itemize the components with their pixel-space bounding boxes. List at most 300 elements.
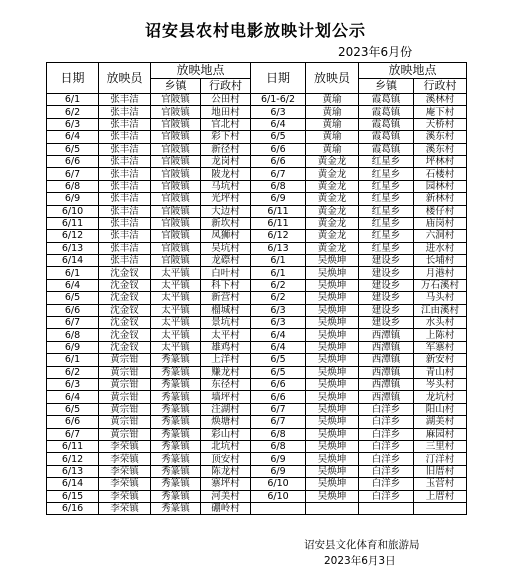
left-town-cell: 秀篆镇 [151, 478, 201, 490]
table-row [47, 217, 467, 229]
schedule-table [46, 62, 467, 515]
left-town-cell: 官陂镇 [151, 193, 201, 205]
left-town-cell: 官陂镇 [151, 118, 201, 130]
right-town-cell: 霞葛镇 [359, 131, 414, 143]
left-projectionist-cell: 黄宗钳 [99, 428, 151, 440]
left-town-cell: 太平镇 [151, 304, 201, 316]
left-projectionist-cell: 李荣镇 [99, 502, 151, 514]
table-row [47, 230, 467, 242]
right-date-cell: 6/9 [251, 193, 306, 205]
table-row [47, 304, 467, 316]
left-town-cell: 官陂镇 [151, 242, 201, 254]
right-projectionist-cell: 黄金龙 [306, 180, 359, 192]
left-town-cell: 秀篆镇 [151, 416, 201, 428]
month-label: 2023年6月份 [338, 45, 413, 59]
left-projectionist-cell: 张丰洁 [99, 242, 151, 254]
left-date-cell: 6/7 [47, 317, 99, 329]
right-projectionist-cell: 吴焕坤 [306, 255, 359, 267]
left-town-cell: 官陂镇 [151, 180, 201, 192]
right-village-cell: 上厝村 [414, 490, 467, 502]
table-row [47, 255, 467, 267]
left-town-cell: 官陂镇 [151, 230, 201, 242]
left-town-cell: 官陂镇 [151, 155, 201, 167]
right-projectionist-cell: 黄瑜 [306, 131, 359, 143]
left-date-cell: 6/5 [47, 143, 99, 155]
right-town-cell: 红星乡 [359, 242, 414, 254]
left-town-cell: 秀篆镇 [151, 403, 201, 415]
table-row [47, 378, 467, 390]
right-date-cell: 6/7 [251, 168, 306, 180]
left-town-cell: 官陂镇 [151, 94, 201, 106]
table-row [47, 279, 467, 291]
right-village-cell: 上陈村 [414, 329, 467, 341]
left-date-cell: 6/3 [47, 118, 99, 130]
left-projectionist-cell: 李荣镇 [99, 465, 151, 477]
right-village-cell: 庵下村 [414, 106, 467, 118]
right-date-cell [251, 502, 306, 514]
left-town-cell: 太平镇 [151, 329, 201, 341]
header-row [47, 63, 467, 79]
right-projectionist-cell: 吴焕坤 [306, 428, 359, 440]
left-projectionist-cell: 黄宗钳 [99, 391, 151, 403]
left-date-cell: 6/7 [47, 428, 99, 440]
right-date-cell: 6/6 [251, 143, 306, 155]
right-village-cell: 麻园村 [414, 428, 467, 440]
right-village-cell: 万石溪村 [414, 279, 467, 291]
right-projectionist-cell: 黄瑜 [306, 118, 359, 130]
date-header: 日期 [47, 63, 99, 94]
right-date-cell: 6/7 [251, 416, 306, 428]
right-town-cell: 红星乡 [359, 168, 414, 180]
right-projectionist-cell: 吴焕坤 [306, 416, 359, 428]
left-town-cell: 秀篆镇 [151, 502, 201, 514]
table-row [47, 168, 467, 180]
left-village-cell: 凤狮村 [201, 230, 251, 242]
left-date-cell: 6/2 [47, 366, 99, 378]
right-town-cell: 霞葛镇 [359, 143, 414, 155]
right-village-cell: 溪林村 [414, 94, 467, 106]
left-village-cell: 龙磜村 [201, 255, 251, 267]
right-projectionist-cell: 吴焕坤 [306, 465, 359, 477]
right-projectionist-cell [306, 502, 359, 514]
right-projectionist-cell: 黄瑜 [306, 143, 359, 155]
left-projectionist-cell: 张丰洁 [99, 205, 151, 217]
right-village-cell [414, 502, 467, 514]
left-date-cell: 6/1 [47, 94, 99, 106]
schedule-body [47, 94, 467, 515]
left-town-cell: 官陂镇 [151, 168, 201, 180]
right-projectionist-cell: 吴焕坤 [306, 317, 359, 329]
left-town-cell: 秀篆镇 [151, 354, 201, 366]
left-projectionist-cell: 张丰洁 [99, 230, 151, 242]
left-date-cell: 6/7 [47, 168, 99, 180]
left-town-cell: 太平镇 [151, 317, 201, 329]
left-projectionist-cell: 沈金钗 [99, 279, 151, 291]
right-village-cell: 旧厝村 [414, 465, 467, 477]
left-date-cell: 6/6 [47, 416, 99, 428]
right-village-cell: 湖美村 [414, 416, 467, 428]
table-row [47, 502, 467, 514]
right-village-cell: 新林村 [414, 193, 467, 205]
left-projectionist-cell: 张丰洁 [99, 143, 151, 155]
left-village-cell: 光坪村 [201, 193, 251, 205]
right-date-cell: 6/4 [251, 118, 306, 130]
right-town-cell: 红星乡 [359, 217, 414, 229]
right-village-cell: 园林村 [414, 180, 467, 192]
right-village-cell: 长埔村 [414, 255, 467, 267]
right-village-cell: 楼仔村 [414, 205, 467, 217]
right-town-cell: 西潭镇 [359, 391, 414, 403]
right-town-cell: 红星乡 [359, 180, 414, 192]
right-date-cell: 6/2 [251, 292, 306, 304]
table-row [47, 292, 467, 304]
left-date-cell: 6/2 [47, 106, 99, 118]
table-row [47, 143, 467, 155]
right-date-cell: 6/3 [251, 304, 306, 316]
table-row [47, 242, 467, 254]
left-projectionist-cell: 沈金钗 [99, 341, 151, 353]
location-header: 放映地点 [151, 63, 251, 79]
left-town-cell: 秀篆镇 [151, 465, 201, 477]
left-projectionist-cell: 张丰洁 [99, 131, 151, 143]
left-village-cell: 雄鸡村 [201, 341, 251, 353]
right-projectionist-cell: 吴焕坤 [306, 279, 359, 291]
left-projectionist-cell: 黄宗钳 [99, 403, 151, 415]
right-projectionist-cell: 黄金龙 [306, 155, 359, 167]
right-village-cell: 阳山村 [414, 403, 467, 415]
left-town-cell: 秀篆镇 [151, 453, 201, 465]
left-town-cell: 官陂镇 [151, 205, 201, 217]
left-date-cell: 6/8 [47, 180, 99, 192]
right-village-cell: 玉营村 [414, 478, 467, 490]
left-village-cell: 景坑村 [201, 317, 251, 329]
table-row [47, 354, 467, 366]
right-projectionist-cell: 吴焕坤 [306, 391, 359, 403]
left-date-cell: 6/5 [47, 292, 99, 304]
left-projectionist-cell: 沈金钗 [99, 267, 151, 279]
right-date-cell: 6/6 [251, 155, 306, 167]
right-town-cell: 白洋乡 [359, 440, 414, 452]
table-row [47, 403, 467, 415]
right-village-cell: 三里村 [414, 440, 467, 452]
right-town-cell: 霞葛镇 [359, 106, 414, 118]
left-date-cell: 6/12 [47, 453, 99, 465]
right-projectionist-cell: 黄瑜 [306, 106, 359, 118]
left-town-cell: 官陂镇 [151, 255, 201, 267]
village-header: 行政村 [201, 78, 251, 94]
right-village-cell: 坪林村 [414, 155, 467, 167]
right-village-cell: 月港村 [414, 267, 467, 279]
left-projectionist-cell: 张丰洁 [99, 168, 151, 180]
left-projectionist-cell: 李荣镇 [99, 440, 151, 452]
left-village-cell: 硼岭村 [201, 502, 251, 514]
right-date-cell: 6/4 [251, 341, 306, 353]
left-projectionist-cell: 李荣镇 [99, 490, 151, 502]
table-row [47, 205, 467, 217]
left-village-cell: 新径村 [201, 143, 251, 155]
left-date-cell: 6/9 [47, 341, 99, 353]
right-date-cell: 6/1-6/2 [251, 94, 306, 106]
right-date-cell: 6/11 [251, 205, 306, 217]
left-village-cell: 顶安村 [201, 453, 251, 465]
left-projectionist-cell: 张丰洁 [99, 217, 151, 229]
right-village-cell: 石楼村 [414, 168, 467, 180]
left-town-cell: 秀篆镇 [151, 378, 201, 390]
left-date-cell: 6/13 [47, 242, 99, 254]
table-row [47, 106, 467, 118]
table-row [47, 453, 467, 465]
right-village-cell: 龙坑村 [414, 391, 467, 403]
left-town-cell: 太平镇 [151, 267, 201, 279]
right-projectionist-cell: 吴焕坤 [306, 403, 359, 415]
left-projectionist-cell: 张丰洁 [99, 94, 151, 106]
left-projectionist-cell: 黄宗钳 [99, 416, 151, 428]
left-village-cell: 新营村 [201, 292, 251, 304]
right-date-cell: 6/3 [251, 106, 306, 118]
right-village-cell: 进水村 [414, 242, 467, 254]
left-village-cell: 上洋村 [201, 354, 251, 366]
table-row [47, 180, 467, 192]
left-town-cell: 太平镇 [151, 279, 201, 291]
right-date-cell: 6/10 [251, 490, 306, 502]
right-date-cell: 6/8 [251, 440, 306, 452]
date-header-right: 日期 [251, 63, 306, 94]
right-date-cell: 6/12 [251, 230, 306, 242]
left-date-cell: 6/6 [47, 304, 99, 316]
left-village-cell: 白叶村 [201, 267, 251, 279]
right-village-cell: 岑头村 [414, 378, 467, 390]
left-village-cell: 科下村 [201, 279, 251, 291]
town-header: 乡镇 [151, 78, 201, 94]
right-town-cell: 建设乡 [359, 279, 414, 291]
footer-organization: 诏安县文化体育和旅游局 [304, 539, 420, 551]
table-row [47, 94, 467, 106]
left-village-cell: 公田村 [201, 94, 251, 106]
footer-date: 2023年6月3日 [324, 555, 396, 567]
right-town-cell: 红星乡 [359, 230, 414, 242]
right-town-cell: 建设乡 [359, 255, 414, 267]
left-projectionist-cell: 张丰洁 [99, 118, 151, 130]
left-town-cell: 太平镇 [151, 341, 201, 353]
right-projectionist-cell: 吴焕坤 [306, 453, 359, 465]
left-projectionist-cell: 张丰洁 [99, 155, 151, 167]
left-town-cell: 秀篆镇 [151, 366, 201, 378]
right-projectionist-cell: 吴焕坤 [306, 329, 359, 341]
left-town-cell: 太平镇 [151, 292, 201, 304]
left-town-cell: 秀篆镇 [151, 440, 201, 452]
right-projectionist-cell: 黄金龙 [306, 168, 359, 180]
right-date-cell: 6/13 [251, 242, 306, 254]
right-village-cell: 六洞村 [414, 230, 467, 242]
right-town-cell: 红星乡 [359, 205, 414, 217]
left-date-cell: 6/13 [47, 465, 99, 477]
left-town-cell: 秀篆镇 [151, 428, 201, 440]
right-projectionist-cell: 黄金龙 [306, 242, 359, 254]
left-date-cell: 6/3 [47, 378, 99, 390]
right-date-cell: 6/5 [251, 131, 306, 143]
right-town-cell: 西潭镇 [359, 341, 414, 353]
table-row [47, 391, 467, 403]
right-date-cell: 6/4 [251, 329, 306, 341]
left-date-cell: 6/12 [47, 230, 99, 242]
left-projectionist-cell: 沈金钗 [99, 317, 151, 329]
left-town-cell: 秀篆镇 [151, 490, 201, 502]
left-projectionist-cell: 沈金钗 [99, 329, 151, 341]
right-date-cell: 6/3 [251, 317, 306, 329]
village-header-right: 行政村 [414, 78, 467, 94]
right-projectionist-cell: 吴焕坤 [306, 440, 359, 452]
left-village-cell: 赚龙村 [201, 366, 251, 378]
right-date-cell: 6/10 [251, 478, 306, 490]
right-projectionist-cell: 黄金龙 [306, 193, 359, 205]
left-village-cell: 注湖村 [201, 403, 251, 415]
right-projectionist-cell: 吴焕坤 [306, 366, 359, 378]
left-village-cell: 马坑村 [201, 180, 251, 192]
table-row [47, 366, 467, 378]
left-projectionist-cell: 李荣镇 [99, 478, 151, 490]
table-row [47, 490, 467, 502]
left-projectionist-cell: 张丰洁 [99, 180, 151, 192]
right-town-cell: 红星乡 [359, 193, 414, 205]
right-town-cell: 西潭镇 [359, 354, 414, 366]
right-projectionist-cell: 吴焕坤 [306, 354, 359, 366]
left-date-cell: 6/10 [47, 205, 99, 217]
left-projectionist-cell: 黄宗钳 [99, 366, 151, 378]
right-town-cell [359, 502, 414, 514]
right-village-cell: 军寨村 [414, 341, 467, 353]
left-town-cell: 官陂镇 [151, 217, 201, 229]
left-date-cell: 6/8 [47, 329, 99, 341]
right-town-cell: 西潭镇 [359, 329, 414, 341]
page-title: 诏安县农村电影放映计划公示 [144, 21, 366, 40]
table-row [47, 193, 467, 205]
right-village-cell: 溪东村 [414, 143, 467, 155]
right-town-cell: 建设乡 [359, 304, 414, 316]
left-village-cell: 地田村 [201, 106, 251, 118]
left-town-cell: 秀篆镇 [151, 391, 201, 403]
right-date-cell: 6/1 [251, 255, 306, 267]
right-date-cell: 6/5 [251, 354, 306, 366]
left-village-cell: 彩下村 [201, 131, 251, 143]
left-date-cell: 6/15 [47, 490, 99, 502]
location-header-right: 放映地点 [359, 63, 467, 79]
left-date-cell: 6/4 [47, 279, 99, 291]
left-village-cell: 墙坪村 [201, 391, 251, 403]
right-projectionist-cell: 黄瑜 [306, 94, 359, 106]
left-projectionist-cell: 黄宗钳 [99, 378, 151, 390]
right-town-cell: 红星乡 [359, 155, 414, 167]
right-town-cell: 建设乡 [359, 317, 414, 329]
left-date-cell: 6/9 [47, 193, 99, 205]
left-date-cell: 6/11 [47, 440, 99, 452]
right-date-cell: 6/8 [251, 180, 306, 192]
right-village-cell: 马头村 [414, 292, 467, 304]
right-date-cell: 6/9 [251, 453, 306, 465]
left-date-cell: 6/1 [47, 267, 99, 279]
table-row [47, 416, 467, 428]
town-header-right: 乡镇 [359, 78, 414, 94]
right-date-cell: 6/7 [251, 403, 306, 415]
table-row [47, 465, 467, 477]
left-village-cell: 彩山村 [201, 428, 251, 440]
right-date-cell: 6/9 [251, 465, 306, 477]
left-projectionist-cell: 张丰洁 [99, 255, 151, 267]
left-village-cell: 官北村 [201, 118, 251, 130]
left-village-cell: 榴城村 [201, 304, 251, 316]
right-town-cell: 霞葛镇 [359, 118, 414, 130]
left-projectionist-cell: 沈金钗 [99, 304, 151, 316]
right-projectionist-cell: 黄金龙 [306, 230, 359, 242]
left-date-cell: 6/16 [47, 502, 99, 514]
left-date-cell: 6/5 [47, 403, 99, 415]
table-row [47, 478, 467, 490]
table-row [47, 118, 467, 130]
left-projectionist-cell: 沈金钗 [99, 292, 151, 304]
right-town-cell: 白洋乡 [359, 416, 414, 428]
left-village-cell: 陂龙村 [201, 168, 251, 180]
left-date-cell: 6/11 [47, 217, 99, 229]
right-town-cell: 建设乡 [359, 267, 414, 279]
left-village-cell: 吴坑村 [201, 242, 251, 254]
table-row [47, 341, 467, 353]
right-town-cell: 白洋乡 [359, 453, 414, 465]
right-village-cell: 水头村 [414, 317, 467, 329]
left-date-cell: 6/6 [47, 155, 99, 167]
left-projectionist-cell: 张丰洁 [99, 193, 151, 205]
right-town-cell: 白洋乡 [359, 403, 414, 415]
left-village-cell: 新坎村 [201, 217, 251, 229]
right-village-cell: 江由溪村 [414, 304, 467, 316]
right-projectionist-cell: 黄金龙 [306, 217, 359, 229]
table-row [47, 155, 467, 167]
left-village-cell: 河美村 [201, 490, 251, 502]
projectionist-header-right: 放映员 [306, 63, 359, 94]
right-projectionist-cell: 吴焕坤 [306, 490, 359, 502]
left-village-cell: 陈龙村 [201, 465, 251, 477]
left-projectionist-cell: 李荣镇 [99, 453, 151, 465]
table-row [47, 428, 467, 440]
left-village-cell: 焕塘村 [201, 416, 251, 428]
table-row [47, 317, 467, 329]
right-town-cell: 西潭镇 [359, 378, 414, 390]
right-town-cell: 建设乡 [359, 292, 414, 304]
table-row [47, 440, 467, 452]
table-row [47, 267, 467, 279]
left-date-cell: 6/14 [47, 255, 99, 267]
right-date-cell: 6/2 [251, 279, 306, 291]
right-village-cell: 溪东村 [414, 131, 467, 143]
right-projectionist-cell: 吴焕坤 [306, 378, 359, 390]
table-row [47, 131, 467, 143]
right-date-cell: 6/6 [251, 391, 306, 403]
right-village-cell: 青山村 [414, 366, 467, 378]
left-date-cell: 6/4 [47, 131, 99, 143]
left-town-cell: 官陂镇 [151, 131, 201, 143]
right-village-cell: 汀洋村 [414, 453, 467, 465]
right-projectionist-cell: 吴焕坤 [306, 341, 359, 353]
left-village-cell: 太平村 [201, 329, 251, 341]
left-projectionist-cell: 张丰洁 [99, 106, 151, 118]
left-date-cell: 6/4 [47, 391, 99, 403]
left-village-cell: 东径村 [201, 378, 251, 390]
right-projectionist-cell: 吴焕坤 [306, 304, 359, 316]
right-town-cell: 霞葛镇 [359, 94, 414, 106]
right-date-cell: 6/5 [251, 366, 306, 378]
right-projectionist-cell: 黄金龙 [306, 205, 359, 217]
left-projectionist-cell: 黄宗钳 [99, 354, 151, 366]
right-village-cell: 天桥村 [414, 118, 467, 130]
right-town-cell: 白洋乡 [359, 428, 414, 440]
